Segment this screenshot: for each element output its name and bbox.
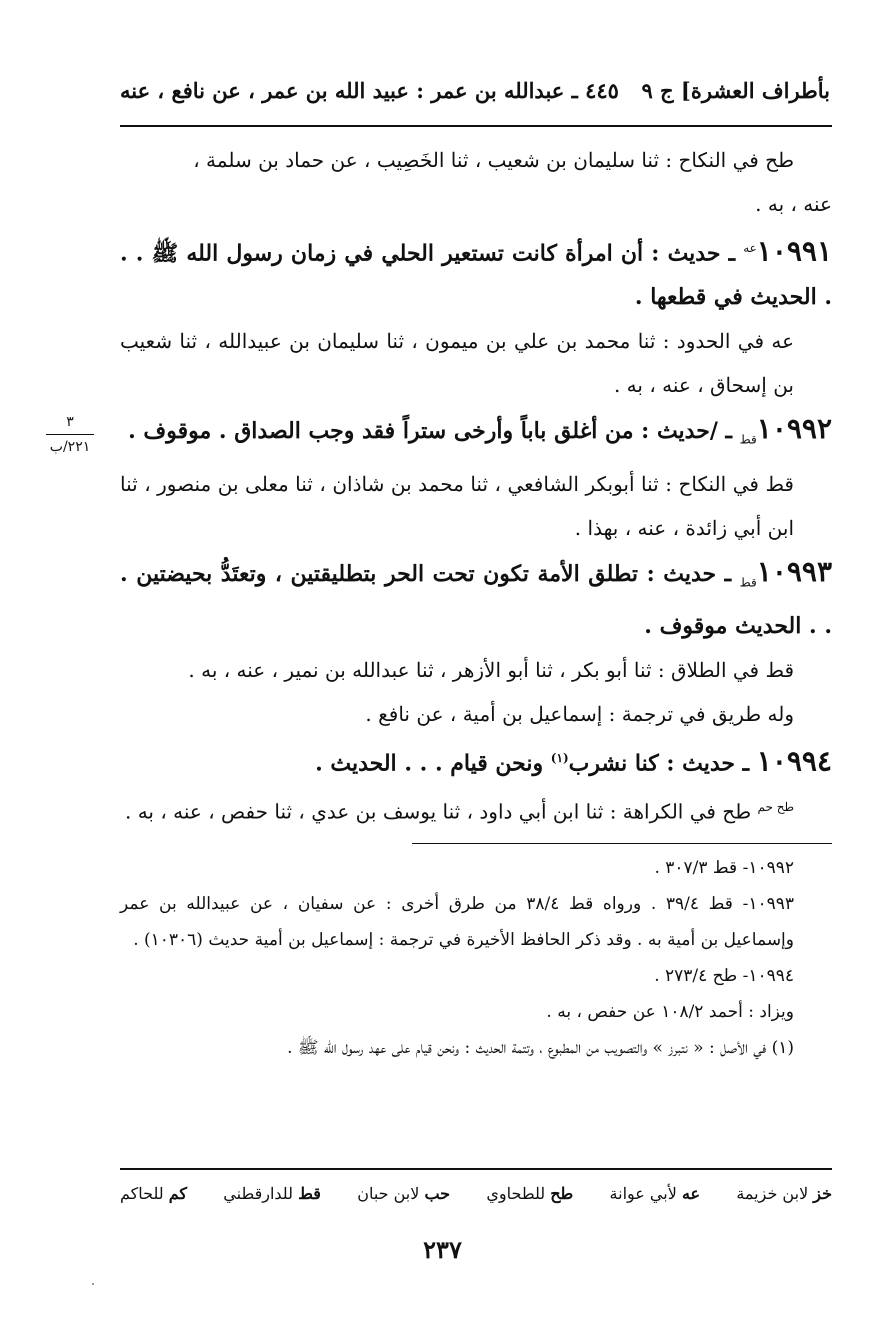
folio-ref: ٢٢١/ب [49,439,91,455]
source-label: طح حم [757,800,794,815]
hadith-10992 [120,407,832,461]
source-label: عه [743,241,757,255]
legend-item: حب لابن حبان [357,1184,451,1203]
source-label: قط [739,575,757,590]
source-label: قط [739,432,757,447]
legend-item: طح للطحاوي [486,1184,574,1203]
footnote-2: ١٠٩٩٣- قط ٣٩/٤ . ورواه قط ٣٨/٤ من طرق أخرى : عن سفيان ، عن عبيدالله بن عمر وإسماعيل بن أمية به . وقد ذكر الحافظ الأخيرة في ترجمة : إسماعيل بن أمية حديث (١٠٣٠٦) . [120,894,794,950]
paragraph-4: قط في الطلاق : ثنا أبو بكر ، ثنا أبو الأزهر ، ثنا عبدالله بن نمير ، عنه ، به . [188,658,794,683]
header-section-title: ٤٤٥ ـ عبدالله بن عمر : عبيد الله بن عمر ، عن نافع ، عنه [120,78,619,103]
main-text [120,138,832,834]
folio-number: ٣ [46,412,94,435]
footnote-1: ١٠٩٩٢- قط ٣٠٧/٣ . [654,858,794,878]
running-header [120,78,830,103]
paragraph-5: وله طريق في ترجمة : إسماعيل بن أمية ، عن نافع . [365,702,794,727]
hadith-text-cont: ونحن قيام . . . الحديث . [315,750,544,777]
hadith-number: ١٠٩٩١ [756,234,832,268]
legend-item: قط للدارقطني [223,1184,321,1203]
footnotes [120,850,832,1066]
footnote-4: ويزاد : أحمد ١٠٨/٢ عن حفص ، به . [546,1002,794,1022]
hadith-number: ١٠٩٩٤ [756,744,832,778]
paragraph-3: قط في النكاح : ثنا أبوبكر الشافعي ، ثنا محمد بن شاذان ، ثنا معلى بن منصور ، ثنا ابن أبي زائدة ، عنه ، بهذا . [120,471,794,540]
paragraph-1: طح في النكاح : ثنا سليمان بن شعيب ، ثنا الخَصِيب ، عن حماد بن سلمة ، [193,148,794,172]
hadith-10991 [120,226,832,319]
page-number: ٢٣٧ [423,1235,462,1264]
abbreviation-legend [120,1184,832,1203]
hadith-text: ـ /حديث : من أغلق باباً وأرخى ستراً فقد وجب الصداق . موقوف . [128,418,732,445]
paragraph-6: $^{طح حم}$ طح في الكراهة : ثنا ابن أبي داود ، ثنا يوسف بن عدي ، ثنا حفص ، عنه ، به . [124,800,794,825]
hadith-number: ١٠٩٩٣ [756,554,832,588]
scan-speck [92,1283,94,1285]
footnote-5: (١) في الأصل : « نتبرز » والتصويب من المطبوع ، وتتمة الحديث : ونحن قيام على عهد رسول الله ﷺ . [287,1038,794,1058]
hadith-text: ـ حديث : تطلق الأمة تكون تحت الحر بتطليقتين ، وتعتَدُّ بحيضتين . . . الحديث موقوف . [120,560,832,640]
hadith-text: ـ حديث : كنا نشرب [568,750,750,777]
hadith-10994 [120,736,832,785]
paragraph-1b: عنه ، به . [755,192,832,216]
legend-rule [120,1168,832,1170]
header-book-title: بأطراف العشرة] ج ٩ [641,78,830,103]
hadith-number: ١٠٩٩٢ [756,412,832,446]
hadith-text: ـ حديث : أن امرأة كانت تستعير الحلي في زمان رسول الله ﷺ . . . الحديث في قطعها . [120,240,832,311]
header-rule [120,125,832,127]
hadith-10993 [120,550,832,648]
footnote-ref: (١) [550,751,569,766]
legend-item: عه لأبي عوانة [609,1184,701,1203]
paragraph-2: عه في الحدود : ثنا محمد بن علي بن ميمون ، ثنا سليمان بن عبيدالله ، ثنا شعيب بن إسحاق ، عنه ، به . [120,329,794,398]
legend-item: خز لابن خزيمة [736,1184,832,1203]
footnote-rule [412,843,832,844]
footnote-3: ١٠٩٩٤- طح ٢٧٣/٤ . [654,966,794,986]
legend-item: كم للحاكم [120,1184,187,1203]
manuscript-folio-note [40,412,100,457]
